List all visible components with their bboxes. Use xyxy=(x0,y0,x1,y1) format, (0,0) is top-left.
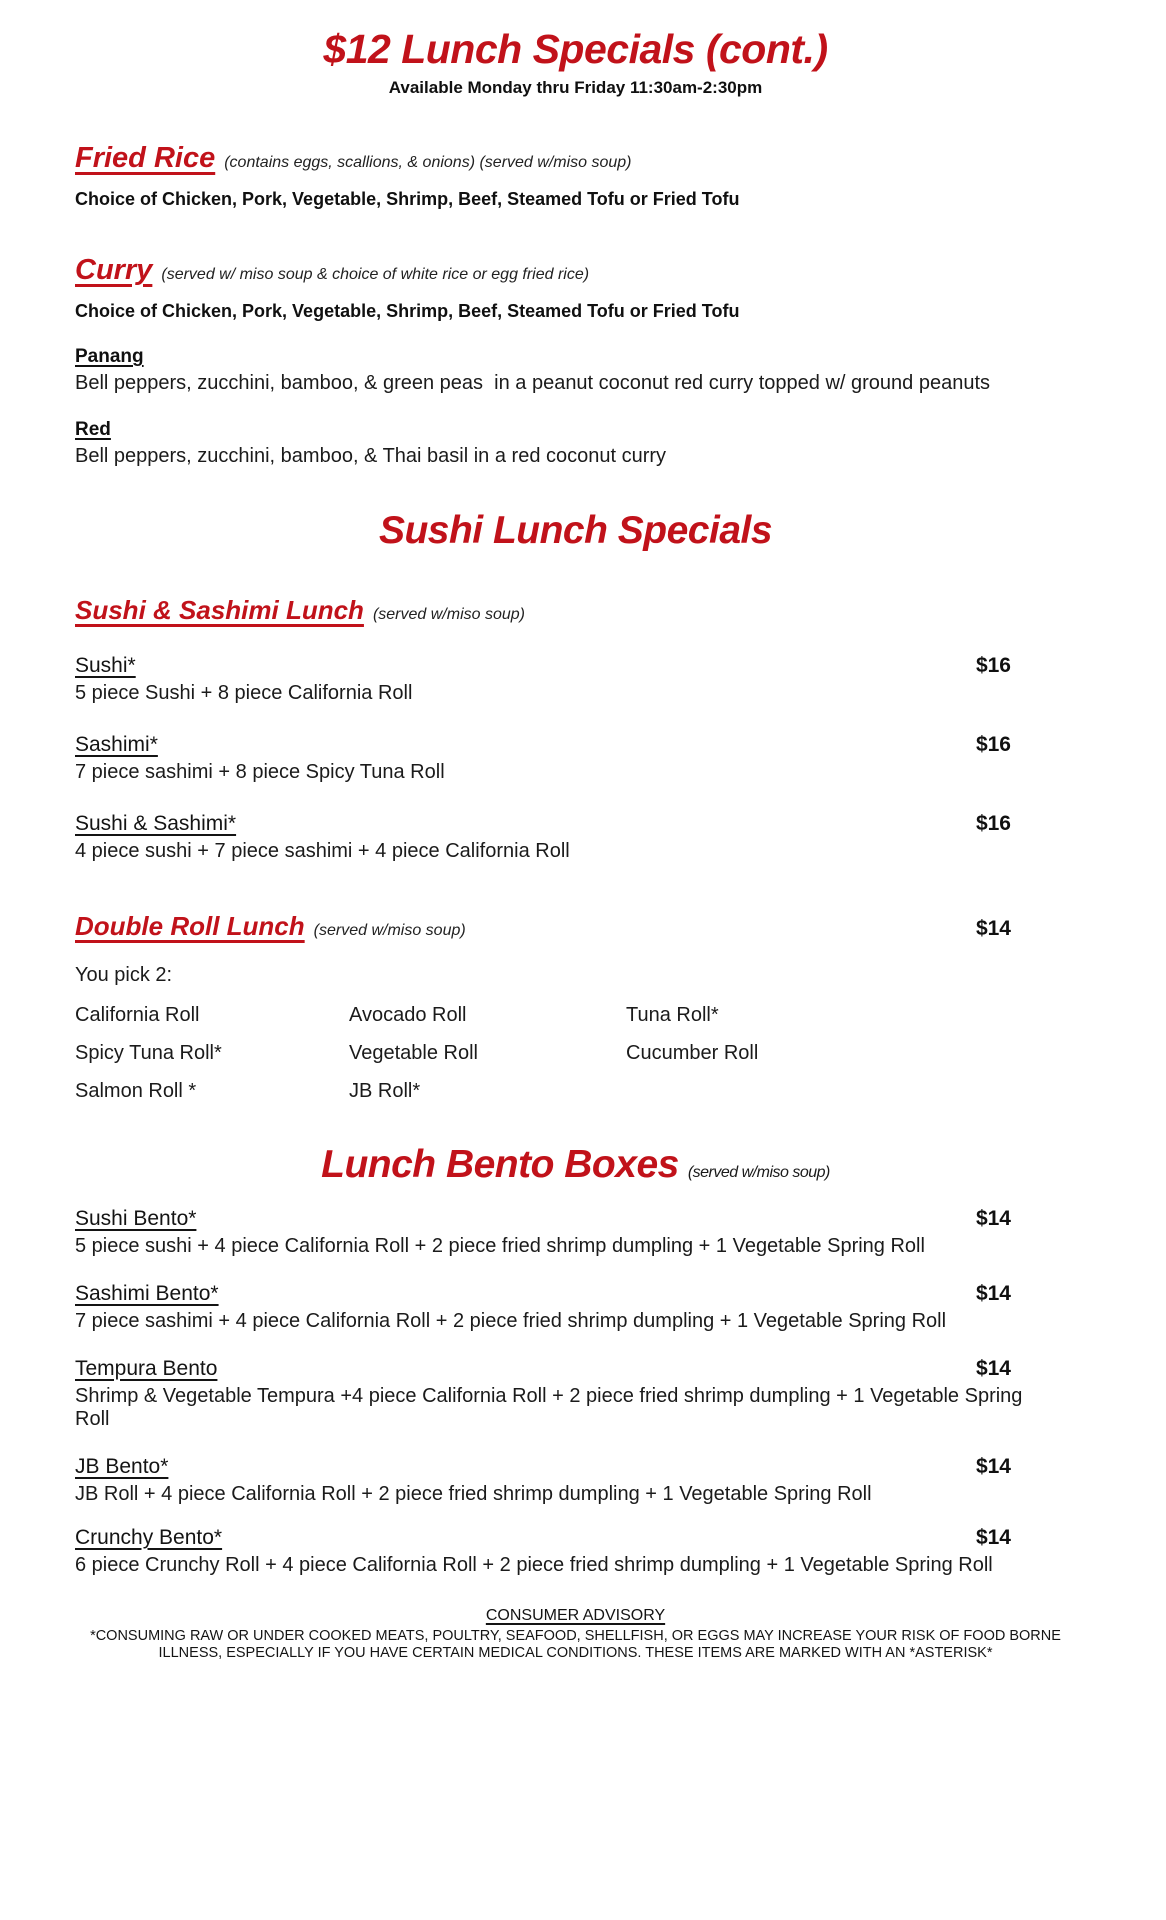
item-name: Sushi Bento* xyxy=(75,1206,197,1230)
item-desc: JB Roll + 4 piece California Roll + 2 piece fried shrimp dumpling + 1 Vegetable Spring Roll xyxy=(75,1482,872,1505)
double-roll-pick-label: You pick 2: xyxy=(75,963,173,986)
menu-item-sushi-bento xyxy=(75,1207,1076,1258)
fried-rice-note: (contains eggs, scallions, & onions) (served w/miso soup) xyxy=(224,154,632,171)
roll-option: Avocado Roll xyxy=(349,1003,467,1026)
curry-variant-desc: Bell peppers, zucchini, bamboo, & Thai basil in a red coconut curry xyxy=(75,445,667,468)
bento-note: (served w/miso soup) xyxy=(687,1163,830,1181)
roll-option: California Roll xyxy=(75,1003,200,1026)
item-price: $14 xyxy=(975,1356,1011,1380)
bento-heading-row xyxy=(75,1143,1076,1187)
roll-option: JB Roll* xyxy=(349,1079,421,1102)
item-desc: 7 piece sashimi + 4 piece California Roll + 2 piece fried shrimp dumpling + 1 Vegetable Spring Roll xyxy=(75,1309,947,1332)
section-double-roll xyxy=(75,911,1076,1103)
menu-item-sushi xyxy=(75,654,1076,705)
fried-rice-heading: Fried Rice xyxy=(75,142,216,174)
sushi-sashimi-lunch-heading: Sushi & Sashimi Lunch xyxy=(75,594,364,625)
menu-item-jb-bento xyxy=(75,1455,1076,1506)
item-price: $16 xyxy=(975,811,1011,835)
roll-option: Cucumber Roll xyxy=(626,1041,759,1064)
item-desc: Shrimp & Vegetable Tempura +4 piece California Roll + 2 piece fried shrimp dumpling + 1 Vegetable Spring Roll xyxy=(75,1384,1028,1430)
curry-variant-desc: Bell peppers, zucchini, bamboo, & green peas in a peanut coconut red curry topped w/ ground peanuts xyxy=(75,372,991,394)
item-desc: 4 piece sushi + 7 piece sashimi + 4 piece California Roll xyxy=(75,839,570,862)
item-name: Sushi & Sashimi* xyxy=(75,811,237,835)
sushi-sashimi-lunch-heading-row xyxy=(75,595,1076,626)
roll-options-grid xyxy=(75,1004,1076,1103)
menu-item-sushi-sashimi xyxy=(75,812,1076,863)
section-fried-rice xyxy=(75,142,1076,210)
item-name: Sashimi Bento* xyxy=(75,1281,219,1305)
item-name: Sashimi* xyxy=(75,732,158,756)
menu-item-sashimi xyxy=(75,733,1076,784)
item-name: Tempura Bento xyxy=(75,1356,218,1380)
double-roll-note: (served w/miso soup) xyxy=(313,921,466,939)
advisory-text: *CONSUMING RAW OR UNDER COOKED MEATS, POULTRY, SEAFOOD, SHELLFISH, OR EGGS MAY INCREASE YOUR RISK OF FOOD BORNE ILLNESS, ESPECIALLY IF YOU HAVE CERTAIN MEDICAL CONDITIONS. THESE ITEMS ARE MARKED WITH AN *ASTERISK* xyxy=(90,1627,1061,1662)
page-title: $12 Lunch Specials (cont.) xyxy=(323,26,828,72)
item-name: Crunchy Bento* xyxy=(75,1525,223,1549)
sushi-specials-heading: Sushi Lunch Specials xyxy=(378,508,773,552)
item-desc: 5 piece Sushi + 8 piece California Roll xyxy=(75,681,413,704)
curry-variant-red xyxy=(75,419,1076,468)
consumer-advisory xyxy=(75,1607,1076,1663)
curry-variant-panang xyxy=(75,346,1076,395)
section-curry xyxy=(75,254,1076,469)
item-desc: 7 piece sashimi + 8 piece Spicy Tuna Roll xyxy=(75,760,445,783)
menu-item-tempura-bento xyxy=(75,1357,1076,1431)
item-name: JB Bento* xyxy=(75,1454,169,1478)
item-price: $16 xyxy=(975,732,1011,756)
roll-option: Tuna Roll* xyxy=(626,1003,719,1026)
item-desc: 5 piece sushi + 4 piece California Roll + 2 piece fried shrimp dumpling + 1 Vegetable Spring Roll xyxy=(75,1234,925,1257)
item-price: $14 xyxy=(975,1525,1011,1549)
double-roll-price: $14 xyxy=(975,916,1011,940)
double-roll-heading: Double Roll Lunch xyxy=(75,910,305,941)
roll-option: Vegetable Roll xyxy=(349,1041,478,1064)
item-desc: 6 piece Crunchy Roll + 4 piece California Roll + 2 piece fried shrimp dumpling + 1 Vegetable Spring Roll xyxy=(75,1553,993,1576)
availability-subtitle: Available Monday thru Friday 11:30am-2:30pm xyxy=(388,78,763,97)
item-price: $16 xyxy=(975,653,1011,677)
item-name: Sushi* xyxy=(75,653,136,677)
item-price: $14 xyxy=(975,1454,1011,1478)
bento-heading: Lunch Bento Boxes xyxy=(321,1142,679,1186)
sushi-sashimi-lunch-note: (served w/miso soup) xyxy=(372,605,525,623)
roll-option: Salmon Roll * xyxy=(75,1079,197,1102)
curry-variant-name: Red xyxy=(75,419,111,441)
curry-choice-line: Choice of Chicken, Pork, Vegetable, Shrimp, Beef, Steamed Tofu or Fried Tofu xyxy=(75,301,740,321)
curry-variant-name: Panang xyxy=(75,346,144,367)
advisory-title: CONSUMER ADVISORY xyxy=(485,1606,666,1624)
menu-item-sashimi-bento xyxy=(75,1282,1076,1333)
curry-note: (served w/ miso soup & choice of white rice or egg fried rice) xyxy=(161,266,590,283)
curry-heading: Curry xyxy=(75,254,153,286)
item-price: $14 xyxy=(975,1281,1011,1305)
item-price: $14 xyxy=(975,1206,1011,1230)
fried-rice-choice-line: Choice of Chicken, Pork, Vegetable, Shrimp, Beef, Steamed Tofu or Fried Tofu xyxy=(75,189,740,209)
menu-item-crunchy-bento xyxy=(75,1526,1076,1577)
roll-option: Spicy Tuna Roll* xyxy=(75,1041,222,1064)
